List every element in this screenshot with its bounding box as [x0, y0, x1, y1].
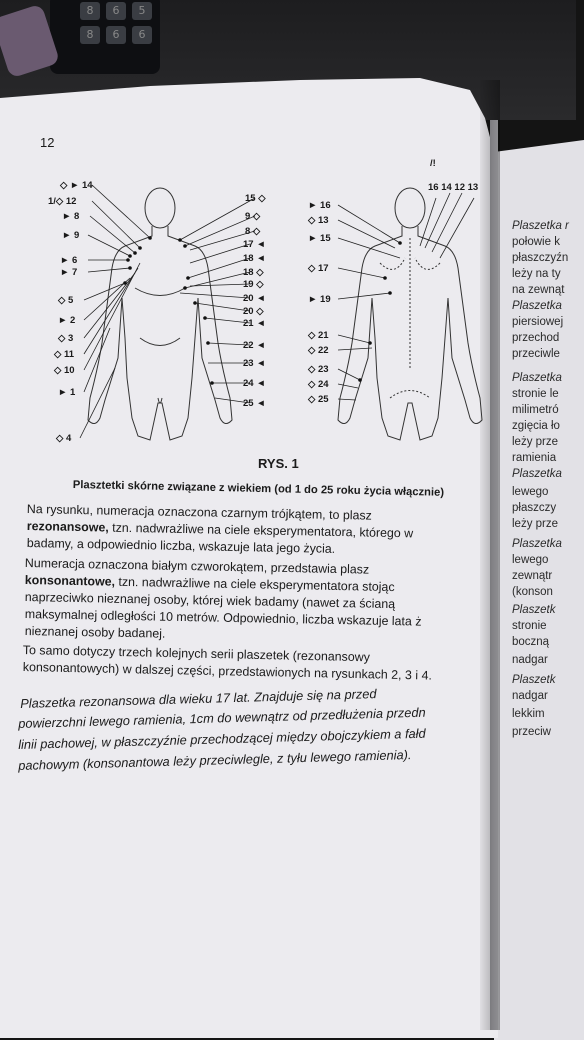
label-22: ◇ 22: [308, 345, 329, 356]
right-page-line: stronie le: [512, 388, 559, 400]
label-11: ◇ 11: [54, 349, 74, 360]
label-14: ◇ ► 14: [60, 180, 93, 191]
front-left-labels: [48, 180, 93, 444]
label-16: ► 16: [308, 200, 331, 211]
right-page-line: lekkim: [512, 708, 545, 720]
label-8: ► 8: [62, 211, 80, 222]
right-page-line: zgięcia ło: [512, 420, 560, 432]
front-right-labels: [243, 193, 266, 409]
page-number: 12: [40, 135, 55, 150]
paragraph-2-line-2-rest: tzn. nadwrażliwe na ciele eksperymentatora stojąc: [114, 574, 395, 595]
right-page-line: Plaszetk: [512, 674, 556, 686]
label-17: ◇ 17: [308, 263, 329, 274]
term-consonant: konsonantowe,: [24, 573, 116, 589]
label-6: ► 6: [60, 255, 78, 266]
label-3: ◇ 3: [58, 333, 74, 344]
paragraph-1-line-2-rest: tzn. nadwrażliwe na ciele eksperymentatora, którego w: [108, 520, 414, 541]
paragraph-4-line-1: Plaszetka rezonansowa dla wieku 17 lat. Znajduje się na przed: [20, 686, 377, 711]
front-body-outline: [88, 188, 232, 440]
term-resonant: rezonansowe,: [26, 519, 109, 535]
label-19: 19 ◇: [243, 279, 264, 290]
back-leader-lines: [338, 193, 474, 400]
label-5: ◇ 5: [58, 295, 74, 306]
label-20: 20 ◄: [243, 293, 266, 304]
label-25: ◇ 25: [308, 394, 329, 405]
label-9: 9 ◇: [245, 211, 261, 222]
right-page-line: Plaszetka: [512, 372, 562, 384]
right-page-line: piersiowej: [512, 316, 564, 328]
label-25: 25 ◄: [243, 398, 266, 409]
paragraph-2-line-3: naprzeciwko nieznanej osoby, której wiek badamy (nawet za ścianą: [24, 590, 396, 612]
paragraph-2-line-5: nieznanej osoby badanej.: [24, 624, 166, 641]
label-15: 15 ◇: [245, 193, 266, 204]
calculator: [50, 0, 160, 74]
label-10: ◇ 10: [54, 365, 75, 376]
label-23: 23 ◄: [243, 358, 266, 369]
figure-subtitle: Plasztetki skórne związane z wiekiem (od 1 do 25 roku życia włącznie): [72, 479, 445, 499]
label-7: ► 7: [60, 267, 78, 278]
right-page-line: Plaszetka r: [512, 220, 569, 232]
paragraph-2-line-4: maksymalnej odległości 10 metrów. Odpowiednio, liczba wskazuje lata ż: [24, 607, 422, 629]
paragraph-3-line-2: konsonantowych) w dalszej części, przedstawionych na rysunkach 2, 3 i 4.: [22, 660, 433, 683]
right-page-line: płaszczy: [512, 502, 557, 514]
label-13: ◇ 13: [308, 215, 329, 226]
label-4: ◇ 4: [56, 433, 72, 444]
calculator-key: 6: [132, 26, 152, 44]
right-page-line: leży na ty: [512, 268, 561, 280]
paragraph-1-line-1: Na rysunku, numeracja oznaczona czarnym trójkątem, to plasz: [26, 502, 372, 523]
right-page-line: stronie: [512, 620, 547, 632]
right-page-line: nadgar: [512, 654, 548, 666]
label-top-row: 16 14 12 13: [428, 182, 479, 193]
right-page-line: lewego: [512, 554, 549, 566]
right-page-line: przechod: [512, 332, 560, 344]
label-19: ► 19: [308, 294, 331, 305]
right-page-line: leży prze: [512, 436, 559, 448]
calculator-key: 8: [80, 26, 100, 44]
calculator-key: 6: [106, 26, 126, 44]
calculator-key: 5: [132, 2, 152, 20]
label-15: ► 15: [308, 233, 331, 244]
paragraph-4-line-2: powierzchni lewego ramienia, 1cm do wewnątrz od przedłużenia przedn: [18, 704, 426, 731]
right-page-line: nadgar: [512, 690, 548, 702]
right-page-line: Plaszetk: [512, 604, 556, 616]
right-page-line: milimetró: [512, 404, 559, 416]
calculator-key: 8: [80, 2, 100, 20]
right-page-line: przeciw: [512, 726, 551, 738]
right-page-line: Plaszetka: [512, 300, 562, 312]
paragraph-3-line-1: To samo dotyczy trzech kolejnych serii plaszetek (rezonansowy: [22, 643, 371, 665]
right-page-line: połowie k: [512, 236, 560, 248]
right-page-line: Plaszetka: [512, 468, 562, 480]
label-17: 17 ◄: [243, 239, 266, 250]
right-page-line: leży prze: [512, 518, 559, 530]
figure-title: RYS. 1: [258, 456, 299, 471]
calculator-key: 6: [106, 2, 126, 20]
label-9: ► 9: [62, 230, 80, 241]
right-page-line: przeciwle: [512, 348, 560, 360]
right-page-line: boczną: [512, 636, 550, 648]
paragraph-2-line-1: Numeracja oznaczona białym czworokątem, przedstawia plasz: [24, 556, 370, 577]
right-page-line: lewego: [512, 486, 549, 498]
label-1: ► 1: [58, 387, 76, 398]
label-18b: 18 ◇: [243, 267, 264, 278]
label-2: ► 2: [58, 315, 76, 326]
right-page-line: Plaszetka: [512, 538, 562, 550]
label-24: ◇ 24: [308, 379, 329, 390]
label-20b: 20 ◇: [243, 306, 264, 317]
paragraph-4-line-4: pachowym (konsonantowa leży przeciwlegle, z tyłu lewego ramienia).: [18, 747, 412, 773]
right-page-line: na zewnąt: [512, 284, 565, 296]
label-22: 22 ◄: [243, 340, 266, 351]
label-21: 21 ◄: [243, 318, 266, 329]
label-21: ◇ 21: [308, 330, 329, 341]
right-page-line: (konson: [512, 586, 553, 598]
label-top-mark: /!: [430, 158, 436, 169]
label-12: 1/◇ 12: [48, 196, 77, 207]
back-labels: [307, 158, 478, 405]
paragraph-1-line-3: badamy, a odpowiednio liczba, wskazuje lata jego życia.: [26, 536, 336, 556]
back-body-outline: [338, 188, 482, 440]
right-page-line: płaszczyźn: [512, 252, 569, 264]
body-figure: [40, 158, 490, 448]
label-23: ◇ 23: [308, 364, 329, 375]
right-page-line: zewnątr: [512, 570, 553, 582]
label-18: 18 ◄: [243, 253, 266, 264]
label-8: 8 ◇: [245, 226, 261, 237]
right-page-line: ramienia: [512, 452, 557, 464]
label-24: 24 ◄: [243, 378, 266, 389]
paragraph-4-line-3: linii pachowej, w płaszczyźnie przechodzącej między obojczykiem a fałd: [18, 725, 426, 752]
